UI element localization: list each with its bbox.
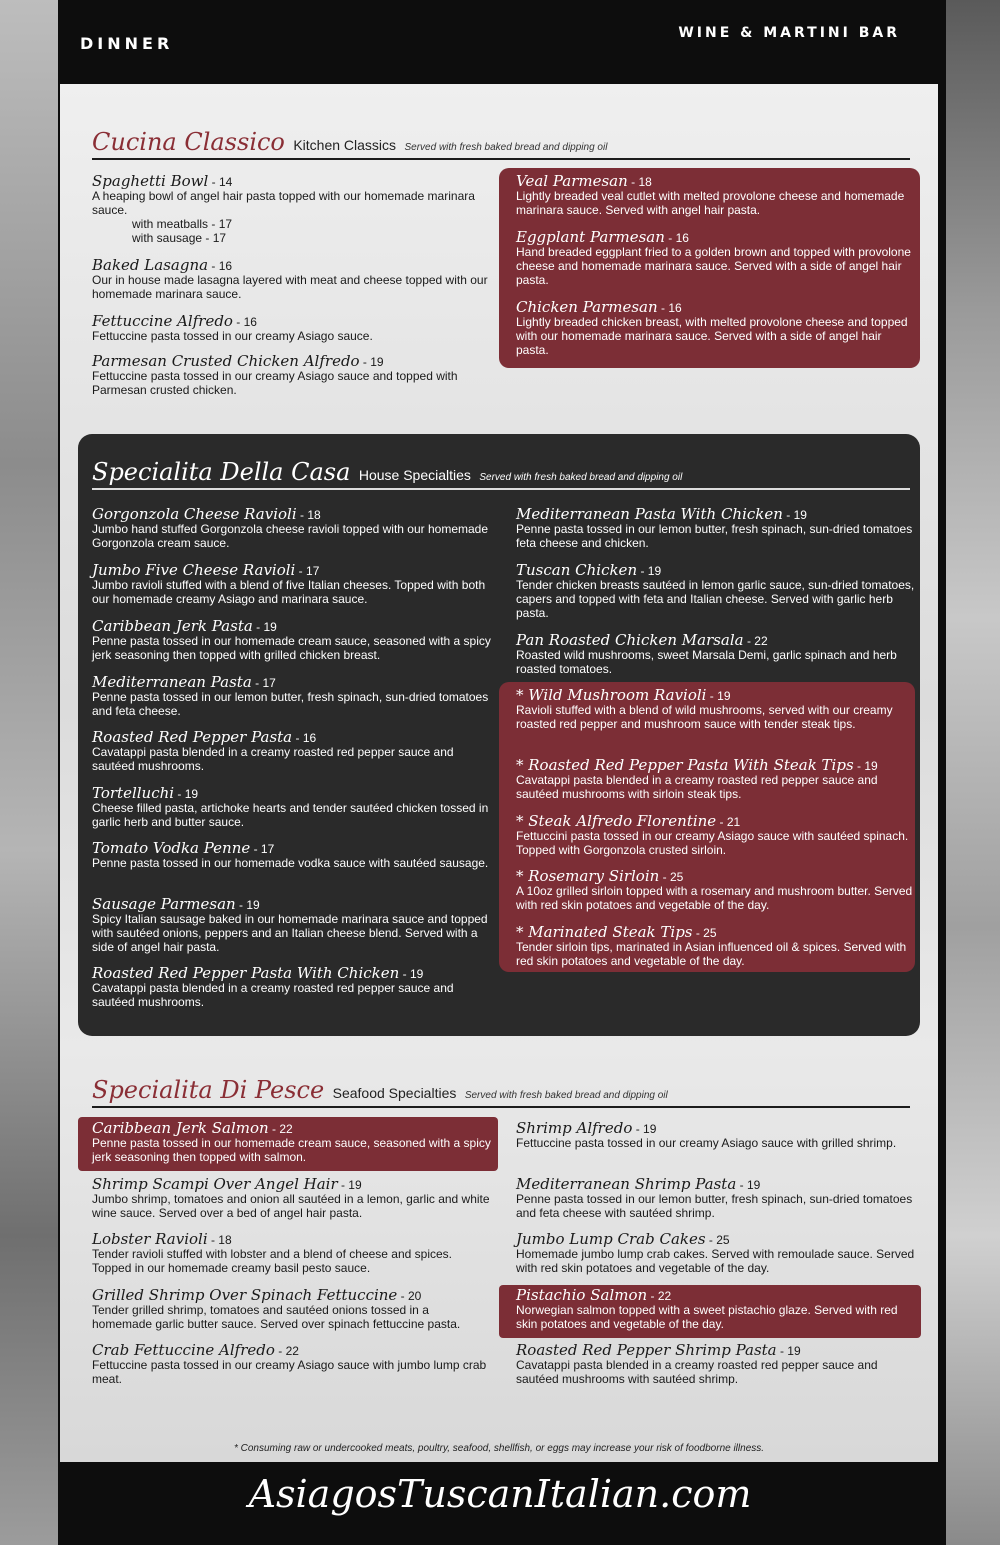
menu-item: Roasted Red Pepper Shrimp Pasta - 19 Cavatappi pasta blended in a creamy roasted red pepper sauce and sautéed mushrooms with sautéed shrimp. (516, 1343, 916, 1386)
item-name: Roasted Red Pepper Shrimp Pasta (516, 1341, 777, 1359)
menu-item: Shrimp Scampi Over Angel Hair - 19 Jumbo shrimp, tomatoes and onion all sautéed in a lemon, garlic and white wine sauce. Served over a bed of angel hair pasta. (92, 1177, 492, 1220)
item-name: Gorgonzola Cheese Ravioli (92, 505, 297, 523)
section-header-casa (92, 458, 910, 490)
item-description: Tender ravioli stuffed with lobster and a blend of cheese and spices. Topped in our homemade creamy basil pesto sauce. (92, 1247, 452, 1275)
item-price: 19 (793, 508, 807, 522)
item-name: * Marinated Steak Tips (516, 923, 693, 941)
menu-item: * Marinated Steak Tips - 25 Tender sirloin tips, marinated in Asian influenced oil & spices. Served with red skin potatoes and vegetable of the day. (516, 925, 916, 968)
item-description: Penne pasta tossed in our lemon butter, fresh spinach, sun-dried tomatoes feta cheese and chicken. (516, 522, 913, 550)
item-description: Fettuccine pasta tossed in our creamy Asiago sauce. (92, 329, 373, 343)
website-url[interactable]: AsiagosTuscanItalian.com (248, 1472, 752, 1516)
menu-item: * Rosemary Sirloin - 25 A 10oz grilled sirloin topped with a rosemary and mushroom butter. Served with red skin potatoes and vegetable of the day. (516, 869, 916, 912)
item-price: 14 (218, 175, 233, 189)
menu-item: Shrimp Alfredo - 19 Fettuccine pasta tossed in our creamy Asiago sauce with grilled shrimp. (516, 1121, 916, 1150)
menu-item: Crab Fettuccine Alfredo - 22 Fettuccine pasta tossed in our creamy Asiago sauce with jumbo lump crab meat. (92, 1343, 492, 1386)
section-subtitle: Seafood Specialties (332, 1085, 457, 1101)
item-name: Spaghetti Bowl (92, 172, 209, 190)
health-disclaimer: * Consuming raw or undercooked meats, poultry, seafood, shellfish, or eggs may increase your risk of foodborne illness. (233, 1443, 765, 1454)
item-name: Jumbo Five Cheese Ravioli (92, 561, 296, 579)
section-subtitle: House Specialties (358, 467, 471, 483)
item-price: 16 (218, 259, 233, 273)
item-price: 17 (262, 676, 276, 690)
item-price: 19 (787, 1344, 801, 1358)
item-description: Jumbo ravioli stuffed with a blend of five Italian cheeses. Topped with both our homemade creamy Asiago and marinara sauce. (92, 578, 486, 606)
item-price: 16 (302, 731, 317, 745)
item-description: Ravioli stuffed with a blend of wild mushrooms, served with our creamy roasted red pepper and mushroom sauce with tender steak tips. (516, 703, 893, 731)
menu-item: Baked Lasagna - 16 Our in house made lasagna layered with meat and cheese topped with our homemade marinara sauce. (92, 258, 492, 301)
item-description: Tender sirloin tips, marinated in Asian influenced oil & spices. Served with red skin potatoes and vegetable of the day. (516, 940, 907, 968)
item-description: Tender chicken breasts sautéed in lemon garlic sauce, sun-dried tomatoes, capers and topped with feta and Italian cheese. Served with garlic herb pasta. (516, 578, 915, 620)
menu-item: * Steak Alfredo Florentine - 21 Fettuccini pasta tossed in our creamy Asiago sauce with sautéed spinach. Topped with Gorgonzola crusted sirloin. (516, 814, 916, 857)
item-price: 19 (647, 564, 662, 578)
item-description: Lightly breaded veal cutlet with melted provolone cheese and homemade marinara sauce. Served with angel hair pasta. (516, 189, 905, 217)
item-name: Mediterranean Pasta (92, 673, 252, 691)
item-name: Veal Parmesan (516, 172, 628, 190)
menu-item: Jumbo Lump Crab Cakes - 25 Homemade jumbo lump crab cakes. Served with remoulade sauce. Served with red skin potatoes and vegetable of the day. (516, 1230, 915, 1275)
item-description: Penne pasta tossed in our homemade cream sauce, seasoned with a spicy jerk seasoning then topped with salmon. (92, 1136, 491, 1164)
menu-item: Veal Parmesan - 18 Lightly breaded veal cutlet with melted provolone cheese and homemade marinara sauce. Served with angel hair pasta. (516, 174, 916, 217)
item-price: 18 (638, 175, 652, 189)
menu-item: Chicken Parmesan - 16 Lightly breaded chicken breast, with melted provolone cheese and topped with our homemade marinara sauce. Served with a side of angel hair pasta. (516, 300, 916, 357)
item-description: Spicy Italian sausage baked in our homemade marinara sauce and topped with sautéed onions, peppers and an Italian cheese blend. Served with a side of angel hair pasta. (92, 912, 488, 954)
menu-item: Spaghetti Bowl - 14 A heaping bowl of angel hair pasta topped with our homemade marinara sauce. with meatballs - 17 with sausage - 17 (92, 174, 492, 245)
item-price: 22 (285, 1344, 299, 1358)
item-description: Penne pasta tossed in our lemon butter, fresh spinach, sun-dried tomatoes and feta cheese with sautéed shrimp. (516, 1192, 913, 1220)
section-title: Specialita Della Casa (92, 458, 351, 486)
menu-type-label: DINNER (80, 34, 174, 53)
menu-item: Sausage Parmesan - 19 Spicy Italian sausage baked in our homemade marinara sauce and topped with sautéed onions, peppers and an Italian cheese blend. Served with a side of angel hair pasta. (92, 897, 492, 954)
item-price: 19 (246, 898, 260, 912)
menu-item: Roasted Red Pepper Pasta - 16 Cavatappi pasta blended in a creamy roasted red pepper sauce and sautéed mushrooms. (92, 730, 492, 773)
item-description: Penne pasta tossed in our lemon butter, fresh spinach, sun-dried tomatoes and feta cheese. (92, 690, 489, 718)
item-description: Jumbo shrimp, tomatoes and onion all sautéed in a lemon, garlic and white wine sauce. Served over a bed of angel hair pasta. (92, 1192, 490, 1220)
menu-item: Pistachio Salmon - 22 Norwegian salmon topped with a sweet pistachio glaze. Served with red skin potatoes and vegetable of the day. (516, 1288, 916, 1331)
item-description: Fettuccine pasta tossed in our creamy Asiago sauce and topped with Parmesan crusted chicken. (92, 369, 458, 397)
item-description: Lightly breaded chicken breast, with melted provolone cheese and topped with our homemade marinara sauce. Served with a side of angel hair pasta. (516, 315, 908, 357)
item-description: Fettuccine pasta tossed in our creamy Asiago sauce with jumbo lump crab meat. (92, 1358, 487, 1386)
item-name: Jumbo Lump Crab Cakes (516, 1230, 706, 1248)
item-name: Roasted Red Pepper Pasta With Chicken (92, 964, 400, 982)
item-name: * Wild Mushroom Ravioli (516, 686, 707, 704)
menu-item: Lobster Ravioli - 18 Tender ravioli stuffed with lobster and a blend of cheese and spices. Topped in our homemade creamy basil pesto sauce. (92, 1232, 492, 1275)
section-subtitle: Kitchen Classics (293, 137, 397, 153)
menu-item: Tomato Vodka Penne - 17 Penne pasta tossed in our homemade vodka sauce with sautéed sausage. (92, 841, 492, 870)
item-price: 22 (657, 1289, 672, 1303)
menu-item: Jumbo Five Cheese Ravioli - 17 Jumbo ravioli stuffed with a blend of five Italian cheeses. Topped with both our homemade creamy Asiago and marinara sauce. (92, 563, 492, 606)
item-price: 17 (260, 842, 275, 856)
item-name: * Rosemary Sirloin (516, 867, 660, 885)
section-title: Cucina Classico (92, 128, 285, 156)
menu-item: Pan Roasted Chicken Marsala - 22 Roasted wild mushrooms, sweet Marsala Demi, garlic spinach and herb roasted tomatoes. (516, 633, 916, 676)
menu-item: Roasted Red Pepper Pasta With Chicken - 19 Cavatappi pasta blended in a creamy roasted red pepper sauce and sautéed mushrooms. (92, 966, 492, 1009)
item-name: Baked Lasagna (92, 256, 209, 274)
item-description: Norwegian salmon topped with a sweet pistachio glaze. Served with red skin potatoes and vegetable of the day. (516, 1303, 898, 1331)
item-price: 25 (669, 870, 684, 884)
item-price: 22 (279, 1122, 293, 1136)
item-price: 25 (703, 926, 717, 940)
item-price: 19 (643, 1122, 657, 1136)
item-name: Pan Roasted Chicken Marsala (516, 631, 744, 649)
item-price: 17 (306, 564, 320, 578)
background-left-image (0, 0, 60, 1545)
menu-item: Mediterranean Shrimp Pasta - 19 Penne pasta tossed in our lemon butter, fresh spinach, sun-dried tomatoes and feta cheese with sautéed shrimp. (516, 1177, 916, 1220)
item-description: Cavatappi pasta blended in a creamy roasted red pepper sauce and sautéed mushrooms with sirloin steak tips. (516, 773, 878, 801)
item-price: 20 (407, 1289, 422, 1303)
background-right-image (942, 0, 1000, 1545)
item-description: Penne pasta tossed in our homemade cream sauce, seasoned with a spicy jerk seasoning then topped with grilled chicken breast. (92, 634, 491, 662)
item-price: 16 (675, 231, 689, 245)
menu-item: Tuscan Chicken - 19 Tender chicken breasts sautéed in lemon garlic sauce, sun-dried tomatoes, capers and topped with feta and Italian cheese. Served with garlic herb pasta. (516, 561, 915, 620)
item-name: * Steak Alfredo Florentine (516, 812, 717, 830)
item-price: 18 (307, 508, 321, 522)
item-name: Crab Fettuccine Alfredo (92, 1341, 275, 1359)
item-name: Tomato Vodka Penne (92, 839, 251, 857)
item-description: A 10oz grilled sirloin topped with a rosemary and mushroom butter. Served with red skin potatoes and vegetable of the day. (516, 884, 913, 912)
menu-item: Caribbean Jerk Pasta - 19 Penne pasta tossed in our homemade cream sauce, seasoned with a spicy jerk seasoning then topped with grilled chicken breast. (92, 617, 491, 662)
item-price: 19 (348, 1178, 362, 1192)
item-name: Shrimp Scampi Over Angel Hair (92, 1175, 338, 1193)
item-description: Cheese filled pasta, artichoke hearts and tender sautéed chicken tossed in garlic herb and butter sauce. (92, 801, 489, 829)
item-price: 16 (243, 315, 257, 329)
section-title: Specialita Di Pesce (92, 1076, 325, 1104)
section-note: Served with fresh baked bread and dipping oil (464, 1090, 668, 1101)
item-description: Jumbo hand stuffed Gorgonzola cheese ravioli topped with our homemade Gorgonzola cream sauce. (92, 522, 489, 550)
item-description: Hand breaded eggplant fried to a golden brown and topped with provolone cheese and homemade marinara sauce. Served with a side of angel hair pasta. (516, 245, 911, 287)
menu-item: Gorgonzola Cheese Ravioli - 18 Jumbo hand stuffed Gorgonzola cheese ravioli topped with our homemade Gorgonzola cream sauce. (92, 507, 492, 550)
item-name: Mediterranean Shrimp Pasta (516, 1175, 737, 1193)
item-price: 16 (668, 301, 682, 315)
item-price: 25 (716, 1233, 730, 1247)
item-name: Caribbean Jerk Salmon (92, 1119, 269, 1137)
item-name: Roasted Red Pepper Pasta (92, 728, 293, 746)
item-option: with sausage - 17 (132, 231, 227, 245)
item-name: Grilled Shrimp Over Spinach Fettuccine (92, 1286, 398, 1304)
section-header-pesce (92, 1076, 910, 1108)
item-name: Parmesan Crusted Chicken Alfredo (92, 352, 360, 370)
item-name: Mediterranean Pasta With Chicken (516, 505, 783, 523)
item-name: Tortelluchi (92, 784, 175, 802)
item-price: 19 (263, 620, 277, 634)
item-description: A heaping bowl of angel hair pasta topped with our homemade marinara sauce. (92, 189, 475, 217)
menu-item: Caribbean Jerk Salmon - 22 Penne pasta tossed in our homemade cream sauce, seasoned with a spicy jerk seasoning then topped with salmon. (92, 1119, 491, 1164)
item-description: Homemade jumbo lump crab cakes. Served with remoulade sauce. Served with red skin potatoes and vegetable of the day. (516, 1247, 915, 1275)
menu-item: Fettuccine Alfredo - 16 Fettuccine pasta tossed in our creamy Asiago sauce. (92, 314, 492, 343)
item-name: * Roasted Red Pepper Pasta With Steak Tips (516, 756, 854, 774)
item-description: Cavatappi pasta blended in a creamy roasted red pepper sauce and sautéed mushrooms. (92, 745, 454, 773)
item-name: Pistachio Salmon (516, 1286, 648, 1304)
menu-item: Mediterranean Pasta With Chicken - 19 Penne pasta tossed in our lemon butter, fresh spinach, sun-dried tomatoes feta cheese and chicken. (516, 507, 916, 550)
item-option: with meatballs - 17 (132, 217, 233, 231)
item-description: Our in house made lasagna layered with meat and cheese topped with our homemade marinara sauce. (92, 273, 488, 301)
bar-label: WINE & MARTINI BAR (678, 25, 900, 41)
item-name: Caribbean Jerk Pasta (92, 617, 253, 635)
menu-item: Tortelluchi - 19 Cheese filled pasta, artichoke hearts and tender sautéed chicken tossed in garlic herb and butter sauce. (92, 786, 492, 829)
item-name: Tuscan Chicken (516, 561, 638, 579)
item-price: 19 (864, 759, 878, 773)
item-description: Penne pasta tossed in our homemade vodka sauce with sautéed sausage. (92, 856, 489, 870)
item-price: 18 (218, 1233, 232, 1247)
section-note: Served with fresh baked bread and dipping oil (479, 472, 683, 483)
item-price: 19 (184, 787, 199, 801)
item-name: Chicken Parmesan (516, 298, 658, 316)
menu-item: Parmesan Crusted Chicken Alfredo - 19 Fettuccine pasta tossed in our creamy Asiago sauce and topped with Parmesan crusted chicken. (92, 354, 492, 397)
item-description: Fettuccine pasta tossed in our creamy Asiago sauce with grilled shrimp. (516, 1136, 897, 1150)
section-header-classico (92, 128, 910, 160)
item-price: 19 (717, 689, 731, 703)
menu-item: Mediterranean Pasta - 17 Penne pasta tossed in our lemon butter, fresh spinach, sun-dried tomatoes and feta cheese. (92, 675, 492, 718)
item-description: Cavatappi pasta blended in a creamy roasted red pepper sauce and sautéed mushrooms. (92, 981, 454, 1009)
menu-item: * Roasted Red Pepper Pasta With Steak Tips - 19 Cavatappi pasta blended in a creamy roasted red pepper sauce and sautéed mushrooms with sirloin steak tips. (516, 758, 916, 801)
item-price: 19 (746, 1178, 761, 1192)
menu-item: * Wild Mushroom Ravioli - 19 Ravioli stuffed with a blend of wild mushrooms, served with our creamy roasted red pepper and mushroom sauce with tender steak tips. (516, 688, 916, 731)
menu-item: Grilled Shrimp Over Spinach Fettuccine - 20 Tender grilled shrimp, tomatoes and sautéed onions tossed in a homemade garlic butter sauce. Served over spinach fettuccine pasta. (92, 1288, 492, 1331)
menu-item: Eggplant Parmesan - 16 Hand breaded eggplant fried to a golden brown and topped with provolone cheese and homemade marinara sauce. Served with a side of angel hair pasta. (516, 230, 916, 287)
item-description: Cavatappi pasta blended in a creamy roasted red pepper sauce and sautéed mushrooms with sautéed shrimp. (516, 1358, 878, 1386)
item-name: Lobster Ravioli (92, 1230, 208, 1248)
item-name: Shrimp Alfredo (516, 1119, 633, 1137)
item-price: 21 (726, 815, 741, 829)
section-note: Served with fresh baked bread and dipping oil (404, 142, 608, 153)
item-description: Fettuccini pasta tossed in our creamy Asiago sauce with sautéed spinach. Topped with Gorgonzola crusted sirloin. (516, 829, 909, 857)
item-description: Tender grilled shrimp, tomatoes and sautéed onions tossed in a homemade garlic butter sauce. Served over spinach fettuccine pasta. (92, 1303, 461, 1331)
item-name: Eggplant Parmesan (516, 228, 665, 246)
item-name: Sausage Parmesan (92, 895, 236, 913)
item-name: Fettuccine Alfredo (92, 312, 233, 330)
item-price: 22 (754, 634, 768, 648)
item-price: 19 (370, 355, 384, 369)
item-price: 19 (409, 967, 424, 981)
item-description: Roasted wild mushrooms, sweet Marsala Demi, garlic spinach and herb roasted tomatoes. (516, 648, 897, 676)
